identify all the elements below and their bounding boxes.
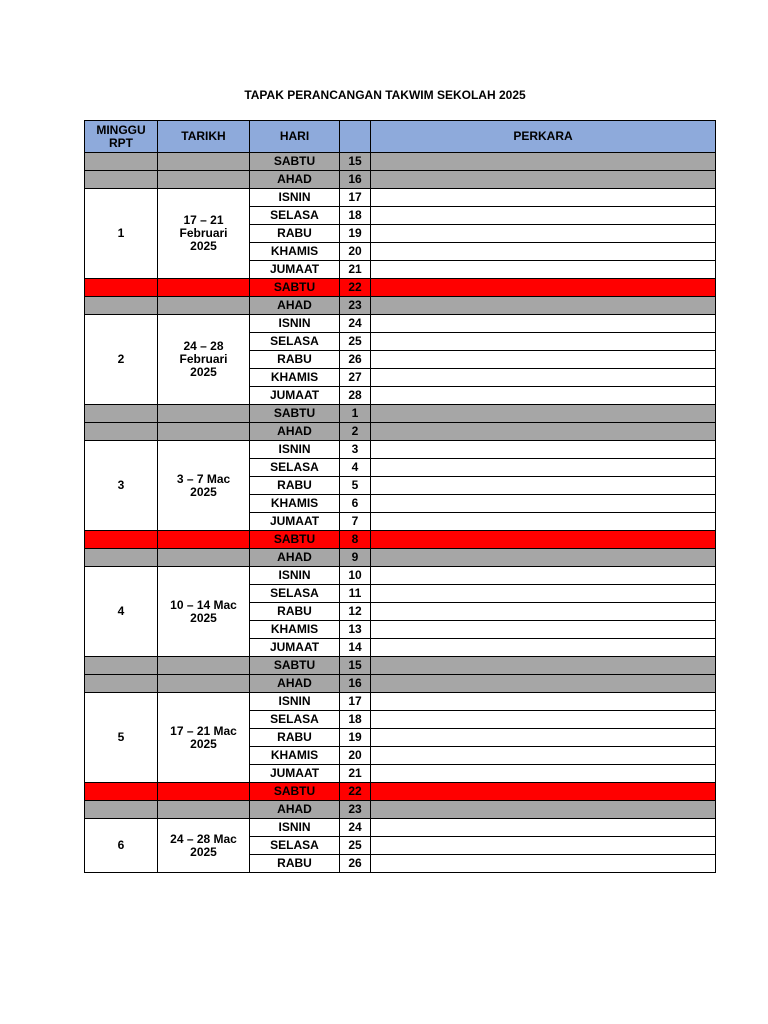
perkara-cell[interactable] bbox=[371, 261, 716, 279]
week-number: 4 bbox=[85, 567, 158, 657]
week-date-range: 10 – 14 Mac 2025 bbox=[158, 567, 250, 657]
day-number: 17 bbox=[340, 693, 371, 711]
day-name: AHAD bbox=[250, 675, 340, 693]
perkara-cell[interactable] bbox=[371, 513, 716, 531]
day-name: RABU bbox=[250, 351, 340, 369]
day-name: AHAD bbox=[250, 297, 340, 315]
day-number: 24 bbox=[340, 315, 371, 333]
weekend-row bbox=[85, 297, 716, 315]
weekend-row bbox=[85, 657, 716, 675]
day-name: SABTU bbox=[250, 153, 340, 171]
perkara-cell[interactable] bbox=[371, 657, 716, 675]
day-name: SELASA bbox=[250, 837, 340, 855]
perkara-cell[interactable] bbox=[371, 369, 716, 387]
weekend-row bbox=[85, 549, 716, 567]
header-number bbox=[340, 121, 371, 153]
week-number bbox=[85, 279, 158, 297]
week-date-range bbox=[158, 549, 250, 567]
day-name: RABU bbox=[250, 225, 340, 243]
day-number: 23 bbox=[340, 801, 371, 819]
day-number: 5 bbox=[340, 477, 371, 495]
perkara-cell[interactable] bbox=[371, 747, 716, 765]
perkara-cell[interactable] bbox=[371, 405, 716, 423]
day-number: 13 bbox=[340, 621, 371, 639]
perkara-cell[interactable] bbox=[371, 639, 716, 657]
week-date-range bbox=[158, 297, 250, 315]
day-number: 22 bbox=[340, 783, 371, 801]
perkara-cell[interactable] bbox=[371, 585, 716, 603]
week-date-range bbox=[158, 531, 250, 549]
week-date-range: 24 – 28 Mac 2025 bbox=[158, 819, 250, 873]
perkara-cell[interactable] bbox=[371, 207, 716, 225]
day-name: RABU bbox=[250, 729, 340, 747]
week-number: 6 bbox=[85, 819, 158, 873]
day-name: RABU bbox=[250, 603, 340, 621]
perkara-cell[interactable] bbox=[371, 477, 716, 495]
day-name: AHAD bbox=[250, 171, 340, 189]
perkara-cell[interactable] bbox=[371, 675, 716, 693]
table-row bbox=[85, 441, 716, 459]
day-number: 20 bbox=[340, 243, 371, 261]
day-name: SABTU bbox=[250, 405, 340, 423]
week-date-range: 17 – 21 Februari 2025 bbox=[158, 189, 250, 279]
day-name: SELASA bbox=[250, 585, 340, 603]
week-date-range bbox=[158, 405, 250, 423]
day-name: JUMAAT bbox=[250, 765, 340, 783]
day-name: KHAMIS bbox=[250, 369, 340, 387]
week-date-range bbox=[158, 657, 250, 675]
week-number bbox=[85, 531, 158, 549]
week-number bbox=[85, 297, 158, 315]
day-name: SABTU bbox=[250, 783, 340, 801]
day-number: 2 bbox=[340, 423, 371, 441]
day-name: KHAMIS bbox=[250, 243, 340, 261]
week-number: 5 bbox=[85, 693, 158, 783]
day-name: SELASA bbox=[250, 711, 340, 729]
day-name: JUMAAT bbox=[250, 261, 340, 279]
week-date-range: 17 – 21 Mac 2025 bbox=[158, 693, 250, 783]
day-name: RABU bbox=[250, 477, 340, 495]
perkara-cell[interactable] bbox=[371, 567, 716, 585]
perkara-cell[interactable] bbox=[371, 297, 716, 315]
week-number bbox=[85, 423, 158, 441]
header-perkara: PERKARA bbox=[371, 121, 716, 153]
day-number: 4 bbox=[340, 459, 371, 477]
perkara-cell[interactable] bbox=[371, 459, 716, 477]
day-number: 21 bbox=[340, 765, 371, 783]
day-number: 6 bbox=[340, 495, 371, 513]
holiday-row bbox=[85, 783, 716, 801]
day-number: 20 bbox=[340, 747, 371, 765]
day-number: 16 bbox=[340, 171, 371, 189]
week-date-range bbox=[158, 171, 250, 189]
day-number: 16 bbox=[340, 675, 371, 693]
week-number bbox=[85, 675, 158, 693]
week-number bbox=[85, 405, 158, 423]
day-number: 10 bbox=[340, 567, 371, 585]
weekend-row bbox=[85, 405, 716, 423]
week-date-range bbox=[158, 783, 250, 801]
day-name: JUMAAT bbox=[250, 513, 340, 531]
day-number: 19 bbox=[340, 729, 371, 747]
perkara-cell[interactable] bbox=[371, 837, 716, 855]
day-name: ISNIN bbox=[250, 441, 340, 459]
week-date-range bbox=[158, 675, 250, 693]
perkara-cell[interactable] bbox=[371, 441, 716, 459]
day-name: AHAD bbox=[250, 423, 340, 441]
weekend-row bbox=[85, 423, 716, 441]
week-date-range: 24 – 28 Februari 2025 bbox=[158, 315, 250, 405]
day-number: 8 bbox=[340, 531, 371, 549]
perkara-cell[interactable] bbox=[371, 549, 716, 567]
day-number: 15 bbox=[340, 657, 371, 675]
perkara-cell[interactable] bbox=[371, 765, 716, 783]
day-name: ISNIN bbox=[250, 567, 340, 585]
day-name: SELASA bbox=[250, 333, 340, 351]
day-number: 24 bbox=[340, 819, 371, 837]
perkara-cell[interactable] bbox=[371, 801, 716, 819]
day-number: 1 bbox=[340, 405, 371, 423]
weekend-row bbox=[85, 675, 716, 693]
perkara-cell[interactable] bbox=[371, 243, 716, 261]
day-number: 17 bbox=[340, 189, 371, 207]
day-number: 27 bbox=[340, 369, 371, 387]
table-row bbox=[85, 819, 716, 837]
day-number: 26 bbox=[340, 351, 371, 369]
week-number bbox=[85, 657, 158, 675]
week-number bbox=[85, 783, 158, 801]
day-name: SABTU bbox=[250, 279, 340, 297]
day-number: 26 bbox=[340, 855, 371, 873]
week-number bbox=[85, 549, 158, 567]
week-number bbox=[85, 171, 158, 189]
perkara-cell[interactable] bbox=[371, 495, 716, 513]
calendar-table bbox=[84, 120, 716, 873]
week-number bbox=[85, 153, 158, 171]
perkara-cell[interactable] bbox=[371, 855, 716, 873]
day-number: 22 bbox=[340, 279, 371, 297]
day-number: 19 bbox=[340, 225, 371, 243]
perkara-cell[interactable] bbox=[371, 531, 716, 549]
perkara-cell[interactable] bbox=[371, 729, 716, 747]
weekend-row bbox=[85, 153, 716, 171]
header-tarikh: TARIKH bbox=[158, 121, 250, 153]
perkara-cell[interactable] bbox=[371, 603, 716, 621]
perkara-cell[interactable] bbox=[371, 351, 716, 369]
day-name: KHAMIS bbox=[250, 495, 340, 513]
perkara-cell[interactable] bbox=[371, 693, 716, 711]
week-number: 2 bbox=[85, 315, 158, 405]
perkara-cell[interactable] bbox=[371, 783, 716, 801]
day-number: 28 bbox=[340, 387, 371, 405]
perkara-cell[interactable] bbox=[371, 225, 716, 243]
day-name: JUMAAT bbox=[250, 639, 340, 657]
holiday-row bbox=[85, 531, 716, 549]
day-name: AHAD bbox=[250, 549, 340, 567]
perkara-cell[interactable] bbox=[371, 315, 716, 333]
day-name: SELASA bbox=[250, 459, 340, 477]
day-number: 18 bbox=[340, 207, 371, 225]
day-number: 12 bbox=[340, 603, 371, 621]
day-name: ISNIN bbox=[250, 819, 340, 837]
day-name: SABTU bbox=[250, 531, 340, 549]
day-name: ISNIN bbox=[250, 693, 340, 711]
day-number: 23 bbox=[340, 297, 371, 315]
week-date-range: 3 – 7 Mac 2025 bbox=[158, 441, 250, 531]
document-title: TAPAK PERANCANGAN TAKWIM SEKOLAH 2025 bbox=[244, 88, 526, 102]
perkara-cell[interactable] bbox=[371, 189, 716, 207]
day-number: 25 bbox=[340, 837, 371, 855]
day-name: JUMAAT bbox=[250, 387, 340, 405]
day-name: SELASA bbox=[250, 207, 340, 225]
perkara-cell[interactable] bbox=[371, 819, 716, 837]
header-row bbox=[85, 121, 716, 153]
day-name: SABTU bbox=[250, 657, 340, 675]
day-name: KHAMIS bbox=[250, 621, 340, 639]
header-minggu: MINGGU RPT bbox=[85, 121, 158, 153]
day-name: KHAMIS bbox=[250, 747, 340, 765]
day-number: 3 bbox=[340, 441, 371, 459]
perkara-cell[interactable] bbox=[371, 711, 716, 729]
perkara-cell[interactable] bbox=[371, 387, 716, 405]
week-date-range bbox=[158, 801, 250, 819]
day-number: 18 bbox=[340, 711, 371, 729]
day-number: 25 bbox=[340, 333, 371, 351]
week-date-range bbox=[158, 153, 250, 171]
table-row bbox=[85, 189, 716, 207]
perkara-cell[interactable] bbox=[371, 279, 716, 297]
week-number: 1 bbox=[85, 189, 158, 279]
day-name: RABU bbox=[250, 855, 340, 873]
perkara-cell[interactable] bbox=[371, 153, 716, 171]
day-name: AHAD bbox=[250, 801, 340, 819]
weekend-row bbox=[85, 801, 716, 819]
day-name: ISNIN bbox=[250, 315, 340, 333]
perkara-cell[interactable] bbox=[371, 333, 716, 351]
day-number: 11 bbox=[340, 585, 371, 603]
week-number: 3 bbox=[85, 441, 158, 531]
week-number bbox=[85, 801, 158, 819]
day-number: 15 bbox=[340, 153, 371, 171]
day-number: 14 bbox=[340, 639, 371, 657]
day-name: ISNIN bbox=[250, 189, 340, 207]
week-date-range bbox=[158, 279, 250, 297]
day-number: 9 bbox=[340, 549, 371, 567]
day-number: 7 bbox=[340, 513, 371, 531]
perkara-cell[interactable] bbox=[371, 171, 716, 189]
table-row bbox=[85, 315, 716, 333]
day-number: 21 bbox=[340, 261, 371, 279]
perkara-cell[interactable] bbox=[371, 423, 716, 441]
table-row bbox=[85, 567, 716, 585]
week-date-range bbox=[158, 423, 250, 441]
table-row bbox=[85, 693, 716, 711]
weekend-row bbox=[85, 171, 716, 189]
holiday-row bbox=[85, 279, 716, 297]
calendar-body bbox=[85, 153, 716, 873]
header-hari: HARI bbox=[250, 121, 340, 153]
perkara-cell[interactable] bbox=[371, 621, 716, 639]
